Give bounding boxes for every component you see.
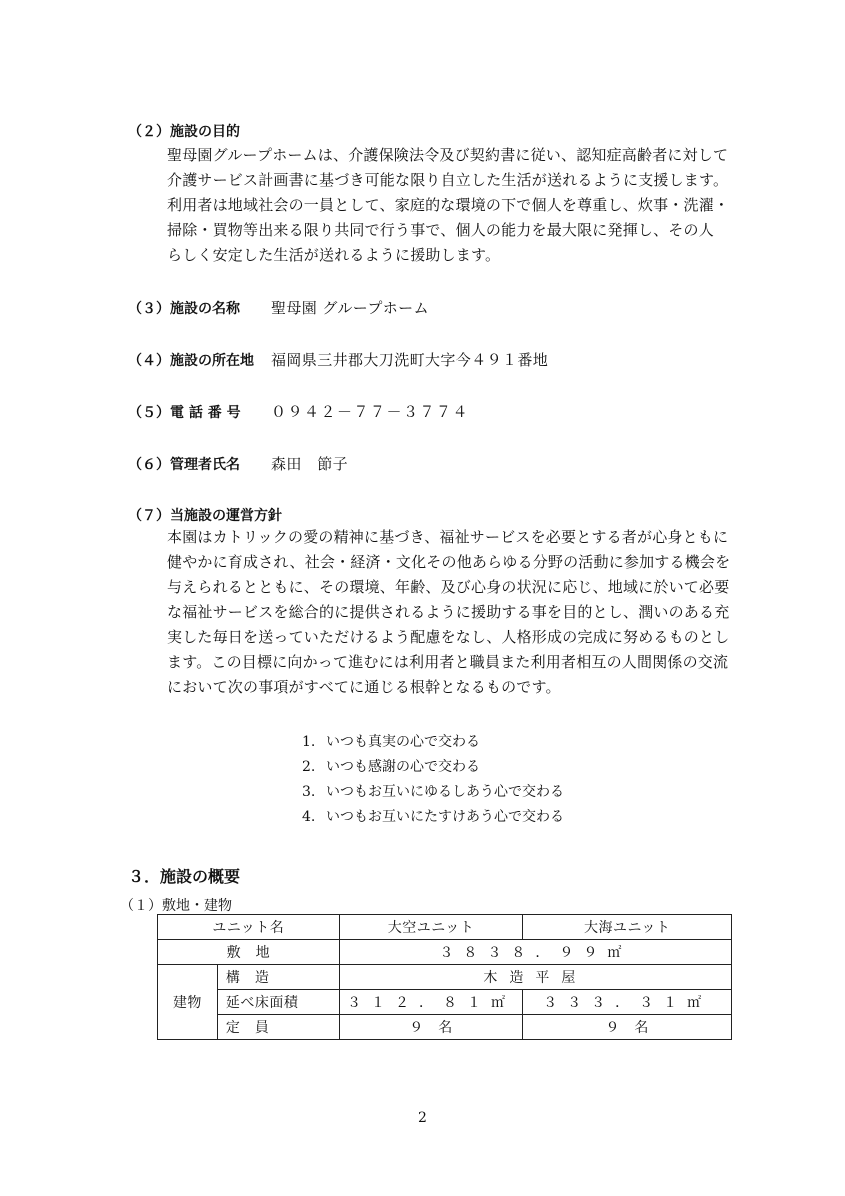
paragraph-line: 実した毎日を送っていただけるよう配慮をなし、人格形成の完成に努めるものとし — [167, 628, 730, 646]
section-3-label: （３）施設の名称 — [128, 301, 240, 317]
paragraph-line: において次の事項がすべてに通じる根幹となるものです。 — [167, 678, 561, 696]
table-cell: ３１２．８１㎡ — [339, 990, 523, 1015]
facility-name: 聖母園 グループホーム — [271, 299, 429, 317]
list-number: 4. — [302, 809, 316, 825]
table-header-cell: ユニット名 — [158, 915, 340, 940]
table-row — [158, 1015, 732, 1040]
table-cell: 定 員 — [217, 1015, 339, 1040]
paragraph-line: 介護サービス計画書に基づき可能な限り自立した生活が送れるように支援します。 — [167, 171, 729, 189]
phone-number: ０９４２－７７－３７７４ — [271, 403, 470, 421]
list-text: いつもお互いにたすけあう心で交わる — [326, 809, 564, 825]
table-header-cell: 大空ユニット — [339, 915, 523, 940]
section-5-label: （５）電 話 番 号 — [128, 405, 241, 421]
section-7-paragraph — [167, 525, 731, 700]
list-item — [302, 805, 564, 830]
paragraph-line: 与えられるとともに、その環境、年齢、及び心身の状況に応じ、地域に於いて必要 — [167, 578, 730, 596]
paragraph-line: 本園はカトリックの愛の精神に基づき、福祉サービスを必要とする者が心身ともに — [167, 528, 729, 546]
list-item — [302, 780, 564, 805]
paragraph-line: 健やかに育成され、社会・経済・文化その他あらゆる分野の活動に参加する機会を — [167, 553, 731, 571]
table-cell: ９ 名 — [339, 1015, 523, 1040]
table-cell: 構 造 — [217, 965, 339, 990]
list-item — [302, 730, 564, 755]
list-number: 2. — [302, 759, 316, 775]
table-cell: ３８３８．９９㎡ — [339, 940, 731, 965]
paragraph-line: 聖母園グループホームは、介護保険法令及び契約書に従い、認知症高齢者に対して — [167, 146, 729, 164]
table-row — [158, 965, 732, 990]
table-cell: 敷 地 — [158, 940, 340, 965]
table-row — [158, 915, 732, 940]
paragraph-line: らしく安定した生活が送れるように援助します。 — [167, 246, 501, 264]
paragraph-line: 掃除・買物等出来る限り共同で行う事で、個人の能力を最大限に発揮し、その人 — [167, 221, 714, 239]
table-cell: ３３３．３１㎡ — [523, 990, 732, 1015]
table-cell: ９ 名 — [523, 1015, 732, 1040]
section-7-heading: （７）当施設の運営方針 — [128, 508, 282, 524]
principles-list — [302, 730, 564, 830]
section-6-label: （６）管理者氏名 — [128, 457, 240, 473]
facility-table — [157, 914, 732, 1040]
section-2-paragraph — [167, 143, 730, 268]
paragraph-line: ます。この目標に向かって進むには利用者と職員また利用者相互の人間関係の交流 — [167, 653, 729, 671]
table-row — [158, 990, 732, 1015]
list-text: いつもお互いにゆるしあう心で交わる — [326, 784, 564, 800]
list-item — [302, 755, 564, 780]
list-text: いつも真実の心で交わる — [326, 734, 480, 750]
table-cell: 延べ床面積 — [217, 990, 339, 1015]
paragraph-line: 利用者は地域社会の一員として、家庭的な環境の下で個人を尊重し、炊事・洗濯・ — [167, 196, 730, 214]
section-3-title: ３．施設の概要 — [128, 867, 241, 886]
table-cell: 木造平屋 — [339, 965, 731, 990]
facility-address: 福岡県三井郡大刀洗町大字今４９１番地 — [271, 351, 549, 369]
list-number: 3. — [302, 784, 316, 800]
list-number: 1. — [302, 734, 316, 750]
table-header-cell: 大海ユニット — [523, 915, 732, 940]
section-4-label: （４）施設の所在地 — [128, 353, 254, 369]
paragraph-line: な福祉サービスを総合的に提供されるように援助する事を目的とし、潤いのある充 — [167, 603, 730, 621]
section-2-heading: （２）施設の目的 — [128, 124, 240, 140]
list-text: いつも感謝の心で交わる — [326, 759, 480, 775]
page-number: 2 — [418, 1110, 427, 1126]
table-row — [158, 940, 732, 965]
table-cell: 建物 — [158, 965, 218, 1040]
manager-name: 森田 節子 — [271, 455, 349, 473]
subsection-site-building: （１）敷地・建物 — [120, 898, 232, 914]
